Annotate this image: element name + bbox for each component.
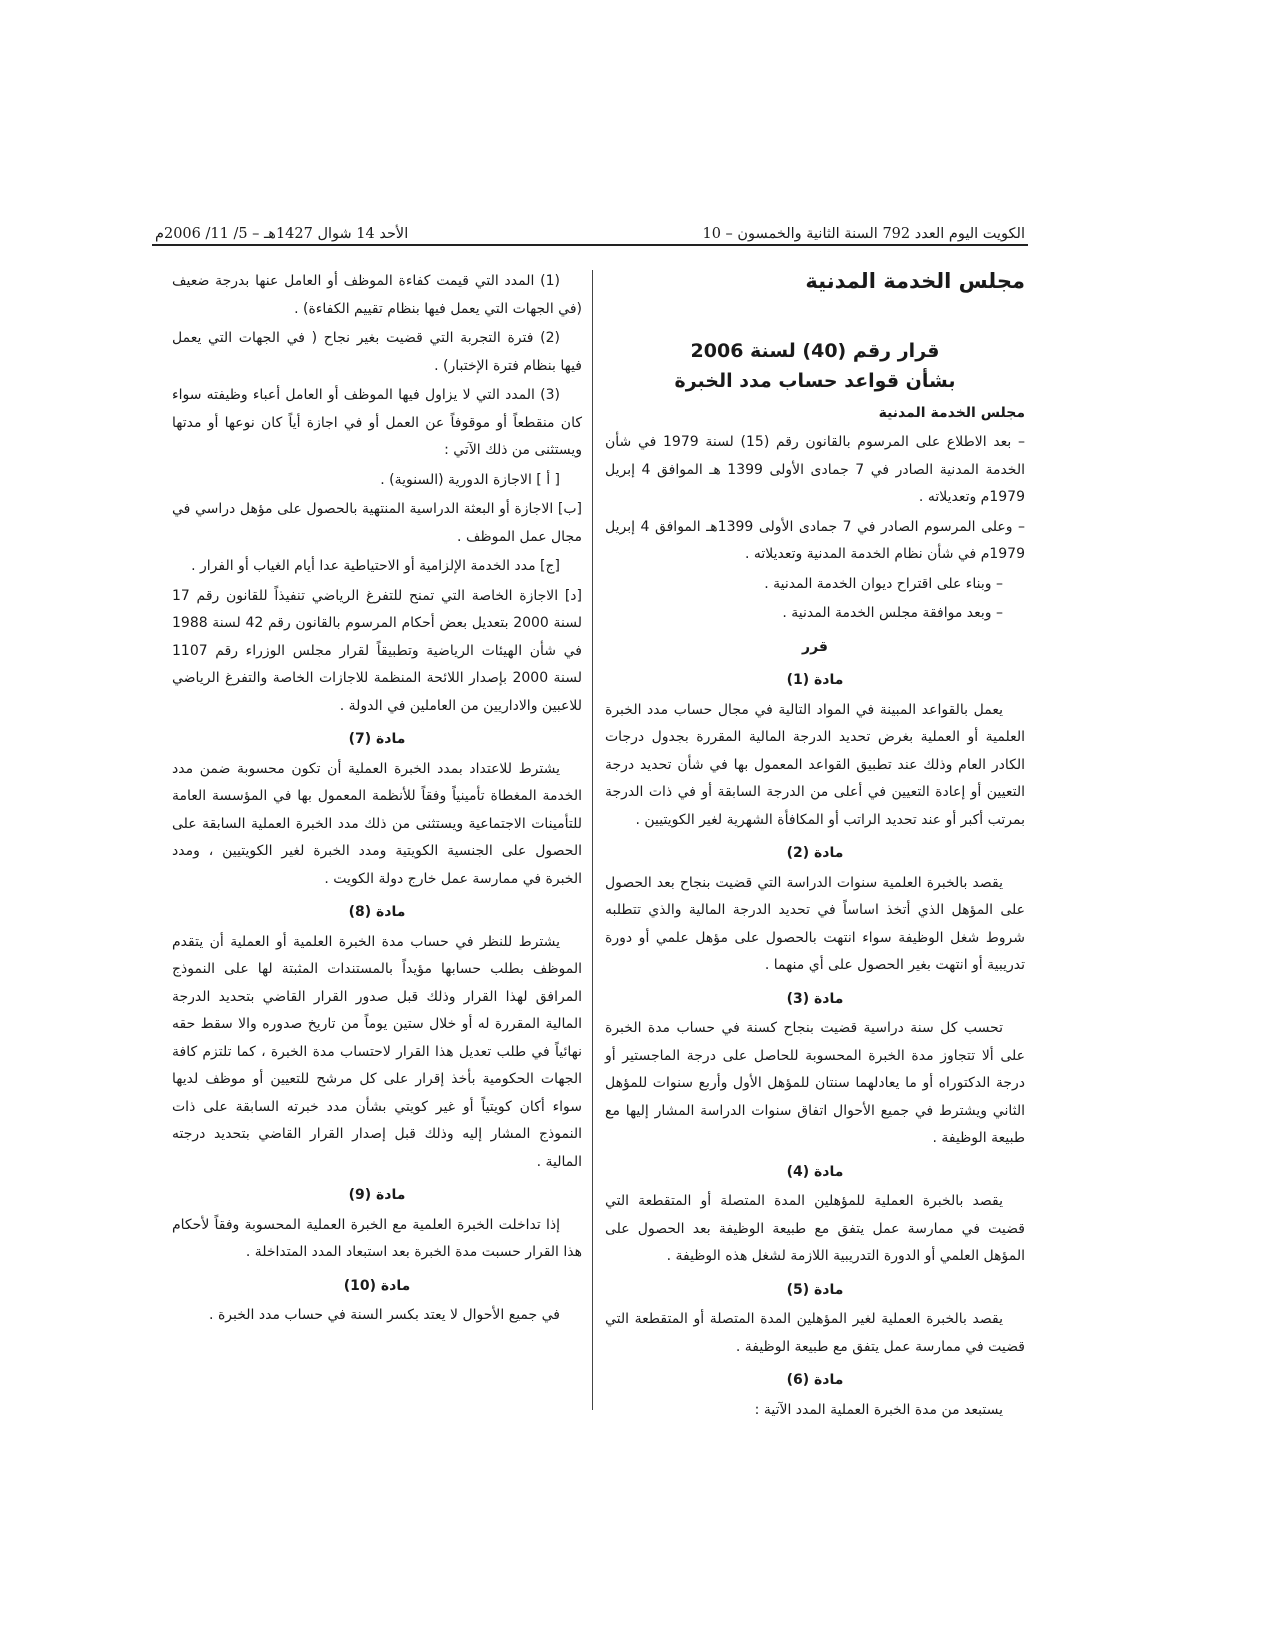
council-title: مجلس الخدمة المدنية	[805, 269, 1025, 293]
article-3-title: مادة (3)	[786, 990, 844, 1007]
preamble-item: – وعلى المرسوم الصادر في 7 جمادى الأولى 1399هـ الموافق 4 إبريل 1979م في شأن نظام الخدمة المدنية وتعديلاته .	[605, 518, 1025, 562]
article-8-title: مادة (8)	[348, 904, 406, 920]
decided-heading: قرر	[802, 638, 828, 655]
exception-item: [ أ ] الاجازة الدورية (السنوية) .	[380, 471, 560, 488]
article-10-title: مادة (10)	[343, 1277, 411, 1294]
header-issue-info: الكويت اليوم العدد 792 السنة الثانية والخمسون – 10	[702, 226, 1025, 242]
exception-item: [ب] الاجازة أو البعثة الدراسية المنتهية بالحصول على مؤهل دراسي في مجال عمل الموظف .	[172, 501, 582, 545]
header-rule	[152, 244, 1028, 246]
article-4-text: يقصد بالخبرة العملية للمؤهلين المدة المتصلة أو المتقطعة التي قضيت في ممارسة عمل يتفق مع طبيعة الوظيفة بعد الحصول على المؤهل العلمي أو الدورة التدريبية اللازمة لشغل هذه الوظيفة .	[605, 1193, 1025, 1264]
article-5-title: مادة (5)	[786, 1281, 844, 1298]
header-date: الأحد 14 شوال 1427هـ – 5/ 11/ 2006م	[155, 226, 409, 242]
decision-title: قرار رقم (40) لسنة 2006	[690, 339, 940, 362]
article-7-text: يشترط للاعتداد بمدد الخبرة العملية أن تكون محسوبة ضمن مدد الخدمة المغطاة تأمينياً وفقاً للأنظمة المعمول بها في المؤسسة العامة للتأمينات الاجتماعية ويستثنى من ذلك مدد الخبرة العملية السابقة على الحصول على الجنسية الكويتية ومدد الخبرة لغير الكويتيين ، ومدد الخبرة في ممارسة عمل خارج دولة الكويت .	[172, 760, 582, 887]
exception-item: [د] الاجازة الخاصة التي تمنح للتفرغ الرياضي تنفيذاً للقانون رقم 17 لسنة 2000 بتعديل بعض أحكام المرسوم بالقانون رقم 42 لسنة 1988 في شأن الهيئات الرياضية وتطبيقاً لقرار مجلس الوزراء رقم 1107 لسنة 2000 بإصدار اللائحة المنظمة للاجازات الخاصة والتفرغ الرياضي للاعبين والاداريين من العاملين في الدولة .	[172, 587, 583, 714]
article-5-text: يقصد بالخبرة العملية لغير المؤهلين المدة المتصلة أو المتقطعة التي قضيت في ممارسة عمل يتفق مع طبيعة الوظيفة .	[605, 1311, 1025, 1355]
article-9-title: مادة (9)	[348, 1187, 406, 1203]
article-4-title: مادة (4)	[786, 1163, 844, 1180]
exclusion-item: (1) المدد التي قيمت كفاءة الموظف أو العامل عنها بدرجة ضعيف (في الجهات التي يعمل فيها بنظام تقييم الكفاءة) .	[172, 273, 582, 317]
issuer: مجلس الخدمة المدنية	[878, 404, 1025, 421]
article-2-title: مادة (2)	[786, 845, 844, 861]
preamble-item: – وبناء على اقتراح ديوان الخدمة المدنية .	[764, 575, 1003, 592]
article-2-text: يقصد بالخبرة العلمية سنوات الدراسة التي قضيت بنجاح بعد الحصول على المؤهل الذي أتخذ اساساً في تحديد الدرجة المالية والذي تتطلبه شروط شغل الوظيفة سواء انتهت بالحصول على مؤهل علمي أو دورة تدريبية أو انتهت بغير الحصول على أي منهما .	[605, 874, 1025, 973]
article-1-title: مادة (1)	[786, 672, 844, 688]
preamble-item: – بعد الاطلاع على المرسوم بالقانون رقم (15) لسنة 1979 في شأن الخدمة المدنية الصادر في 7 جمادى الأولى 1399 هـ الموافق 4 إبريل 1979م وتعديلاته .	[605, 434, 1025, 505]
article-10-text: في جميع الأحوال لا يعتد بكسر السنة في حساب مدد الخبرة .	[209, 1307, 560, 1323]
column-divider	[592, 270, 593, 1410]
article-7-title: مادة (7)	[348, 731, 406, 747]
right-column	[605, 268, 1025, 1426]
preamble-item: – وبعد موافقة مجلس الخدمة المدنية .	[782, 605, 1003, 621]
exclusion-item: (2) فترة التجربة التي قضيت بغير نجاح ( في الجهات التي يعمل فيها بنظام فترة الإختبار) .	[172, 330, 582, 374]
exclusion-item: (3) المدد التي لا يزاول فيها الموظف أو العامل أعباء وظيفته سواء كان منقطعاً أو موقوفاً عن العمل أو في اجازة أياً كان نوعها أو مدتها ويستثنى من ذلك الآتي :	[172, 387, 582, 458]
article-9-text: إذا تداخلت الخبرة العلمية مع الخبرة العملية المحسوبة وفقاً لأحكام هذا القرار حسبت مدة الخبرة بعد استبعاد المدد المتداخلة .	[172, 1216, 582, 1260]
decision-subtitle: بشأن قواعد حساب مدد الخبرة	[674, 369, 956, 392]
article-8-text: يشترط للنظر في حساب مدة الخبرة العلمية أو العملية أن يتقدم الموظف بطلب حسابها مؤيداً بالمستندات المثبتة لها على النموذج المرافق لهذا القرار وذلك قبل صدور القرار القاضي بتحديد الدرجة المالية المقررة له أو خلال ستين يوماً من تاريخ صدوره والا سقط حقه نهائياً في طلب تعديل هذا القرار لاحتساب مدة الخبرة ، كما تلتزم كافة الجهات الحكومية بأخذ إقرار على كل مرشح للتعيين أو موظف لديها سواء أكان كويتياً أو غير كويتي بشأن مدد خبرته السابقة على ذات النموذج المشار إليه وذلك قبل إصدار القرار القاضي بتحديد درجته المالية .	[172, 933, 582, 1170]
exception-item: [ج] مدد الخدمة الإلزامية أو الاحتياطية عدا أيام الغياب أو الفرار .	[191, 558, 560, 574]
article-1-text: يعمل بالقواعد المبينة في المواد التالية في مجال حساب مدد الخبرة العلمية أو العملية بغرض تحديد الدرجة المالية المقررة بجدول درجات الكادر العام وذلك عند تطبيق القواعد المعمول بها في شأن تحديد درجة التعيين أو إعادة التعيين في أعلى من الدرجة السابقة أو في ذات الدرجة بمرتب أكبر أو عند تحديد الراتب أو المكافأة الشهرية لغير الكويتيين .	[605, 701, 1025, 828]
article-3-text: تحسب كل سنة دراسية قضيت بنجاح كسنة في حساب مدة الخبرة على ألا تتجاوز مدة الخبرة المحسوبة للحاصل على درجة الماجستير أو درجة الدكتوراه أو ما يعادلهما سنتان للمؤهل الأول وأربع سنوات للمؤهل الثاني ويشترط في جميع الأحوال اتفاق سنوات الدراسة المشار إليها مع طبيعة الوظيفة .	[605, 1020, 1025, 1146]
page-header	[155, 206, 1025, 242]
article-6-title: مادة (6)	[786, 1372, 844, 1388]
left-column	[172, 268, 582, 1332]
article-6-text: يستبعد من مدة الخبرة العملية المدد الآتية :	[754, 1401, 1003, 1418]
